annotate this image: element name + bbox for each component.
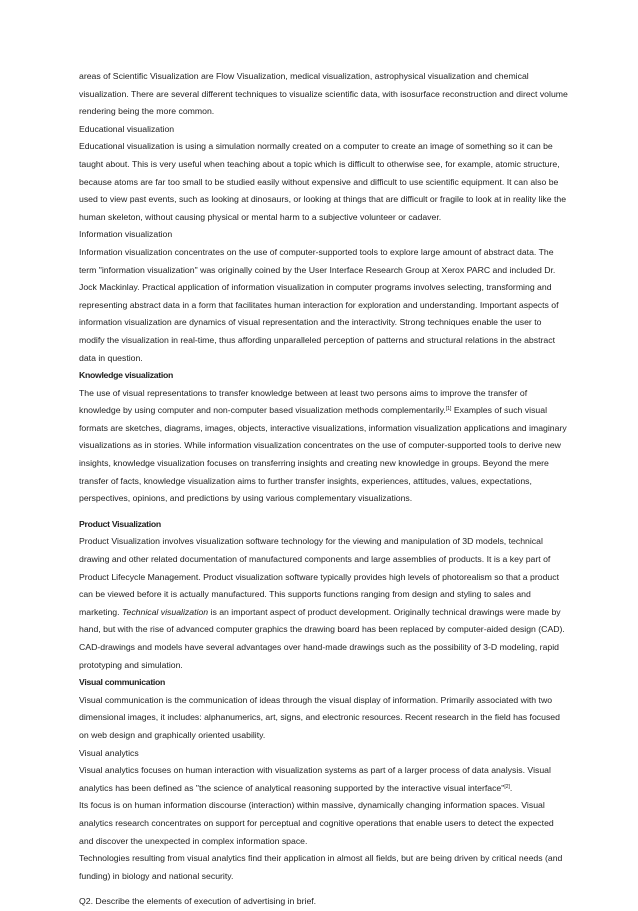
- section-heading-visual-analytics: Visual analytics: [79, 747, 139, 758]
- footnote-ref[interactable]: [2]: [504, 783, 510, 790]
- section-heading-visual-communication: Visual communication: [79, 677, 166, 688]
- body-text-line: analytics research concentrates on support for perceptual and cognitive operations that enable users to detect the expected: [79, 817, 554, 828]
- section-heading-product: Product Visualization: [79, 518, 161, 529]
- body-text-line: information visualization are dynamics of visual representation and the interactivity. Strong techniques enable the user to: [79, 317, 542, 328]
- document-body: [79, 68, 569, 911]
- text-span: is an important aspect of product development. Originally technical drawings were made by: [208, 606, 561, 617]
- body-text-line: hand, but with the rise of advanced computer graphics the drawing board has been replaced by computer-aided design (CAD).: [79, 624, 565, 635]
- body-text-line: Its focus is on human information discourse (interaction) within massive, dynamically changing information spaces. Visual: [79, 800, 545, 811]
- body-text-line: Jock Mackinlay. Practical application of information visualization in computer programs involves selecting, transforming and: [79, 282, 552, 293]
- body-text-line: [79, 604, 569, 622]
- body-text-line: rendering being the more common.: [79, 106, 215, 117]
- body-text-line: visualizations as in stories. While information visualization concentrates on the use of computer-supported tools to derive new: [79, 440, 561, 451]
- body-text-line: funding) in biology and national security.: [79, 870, 234, 881]
- body-text-line: used to view past events, such as looking at dinosaurs, or looking at things that are difficult or fragile to look at in reality like the: [79, 194, 567, 205]
- section-heading-educational: Educational visualization: [79, 123, 175, 134]
- body-text-line: Product Visualization involves visualization software technology for the viewing and manipulation of 3D models, technical: [79, 536, 543, 547]
- body-text-line: formats are sketches, diagrams, images, objects, interactive visualizations, information visualization applications and imaginary: [79, 422, 567, 433]
- body-text-line: Visual analytics focuses on human interaction with visualization systems as part of a larger process of data analysis. Visual: [79, 765, 551, 776]
- body-text-line: can be viewed before it is actually manufactured. This supports functions ranging from design and styling to sales and: [79, 589, 531, 600]
- body-text-line: The use of visual representations to transfer knowledge between at least two persons aims to improve the transfer of: [79, 387, 528, 398]
- body-text-line: modify the visualization in real-time, thus affording unparalleled perception of patterns and structural relations in the abstract: [79, 334, 555, 345]
- body-text-line: drawing and other related documentation of manufactured components and large assemblies of products. It is a key part of: [79, 554, 551, 565]
- body-text-line: and discover the unexpected in complex information space.: [79, 835, 308, 846]
- section-heading-knowledge: Knowledge visualization: [79, 370, 173, 381]
- footnote-ref[interactable]: [1]: [445, 406, 452, 413]
- body-text-line: dimensional images, it includes: alphanumerics, art, signs, and electronic resources. Recent research in the field has focused: [79, 712, 560, 723]
- question-text: Q2. Describe the elements of execution of advertising in brief.: [79, 896, 317, 907]
- body-text-line: [79, 402, 569, 420]
- section-heading-information: Information visualization: [79, 229, 173, 240]
- body-text-line: taught about. This is very useful when teaching about a topic which is difficult to otherwise see, for example, atomic structure,: [79, 158, 560, 169]
- body-text-line: areas of Scientific Visualization are Flow Visualization, medical visualization, astrophysical visualization and chemical: [79, 71, 529, 81]
- body-text-line: Product Lifecycle Management. Product visualization software typically provides high levels of photorealism so that a product: [79, 571, 559, 582]
- text-span: marketing.: [79, 606, 122, 617]
- body-text-line: [79, 780, 569, 798]
- body-text-line: visualization. There are several different techniques to visualize scientific data, with isosurface reconstruction and direct volume: [79, 88, 568, 99]
- body-text-line: data in question.: [79, 352, 143, 363]
- body-text-line: CAD-drawings and models have several advantages over hand-made drawings such as the possibility of 3-D modeling, rapid: [79, 642, 559, 652]
- body-text-line: Information visualization concentrates on the use of computer-supported tools to explore large amount of abstract data. The: [79, 246, 554, 257]
- body-text-line: on web design and graphically oriented usability.: [79, 729, 266, 740]
- text-span: analytics has been defined as "the science of analytical reasoning supported by the interactive visual interface": [79, 782, 505, 793]
- paragraph-gap: [79, 885, 569, 893]
- body-text-line: perspectives, opinions, and predictions by using various complementary visualizations.: [79, 493, 413, 504]
- emphasis-technical-visualization: Technical visualization: [121, 606, 209, 617]
- body-text-line: Visual communication is the communication of ideas through the visual display of information. Primarily associated with two: [79, 694, 553, 705]
- body-text-line: Educational visualization is using a simulation normally created on a computer to create an image of something so it can be: [79, 141, 553, 152]
- text-span: knowledge by using computer and non-computer based visualization methods complementarily.: [79, 405, 446, 416]
- text-span: Examples of such visual: [451, 405, 548, 416]
- body-text-line: transfer of facts, knowledge visualization aims to further transfer insights, experiences, attitudes, values, expectations,: [79, 475, 532, 486]
- body-text-line: insights, knowledge visualization focuses on transferring insights and creating new knowledge in groups. Beyond the mere: [79, 458, 549, 469]
- body-text-line: Technologies resulting from visual analytics find their application in almost all fields, but are being driven by critical needs (and: [79, 853, 563, 864]
- body-text-line: human skeleton, without causing physical or mental harm to a subjective volunteer or cadaver.: [79, 211, 442, 222]
- paragraph-gap: [79, 508, 569, 516]
- body-text-line: because atoms are far too small to be studied easily without expensive and difficult to use scientific equipment. It can also be: [79, 176, 559, 187]
- body-text-line: prototyping and simulation.: [79, 659, 183, 670]
- text-span: .: [509, 782, 513, 793]
- body-text-line: representing abstract data in a form that facilitates human interaction for exploration and understanding. Important aspects of: [79, 299, 559, 310]
- body-text-line: term "information visualization" was originally coined by the User Interface Research Group at Xerox PARC and included Dr.: [79, 264, 556, 275]
